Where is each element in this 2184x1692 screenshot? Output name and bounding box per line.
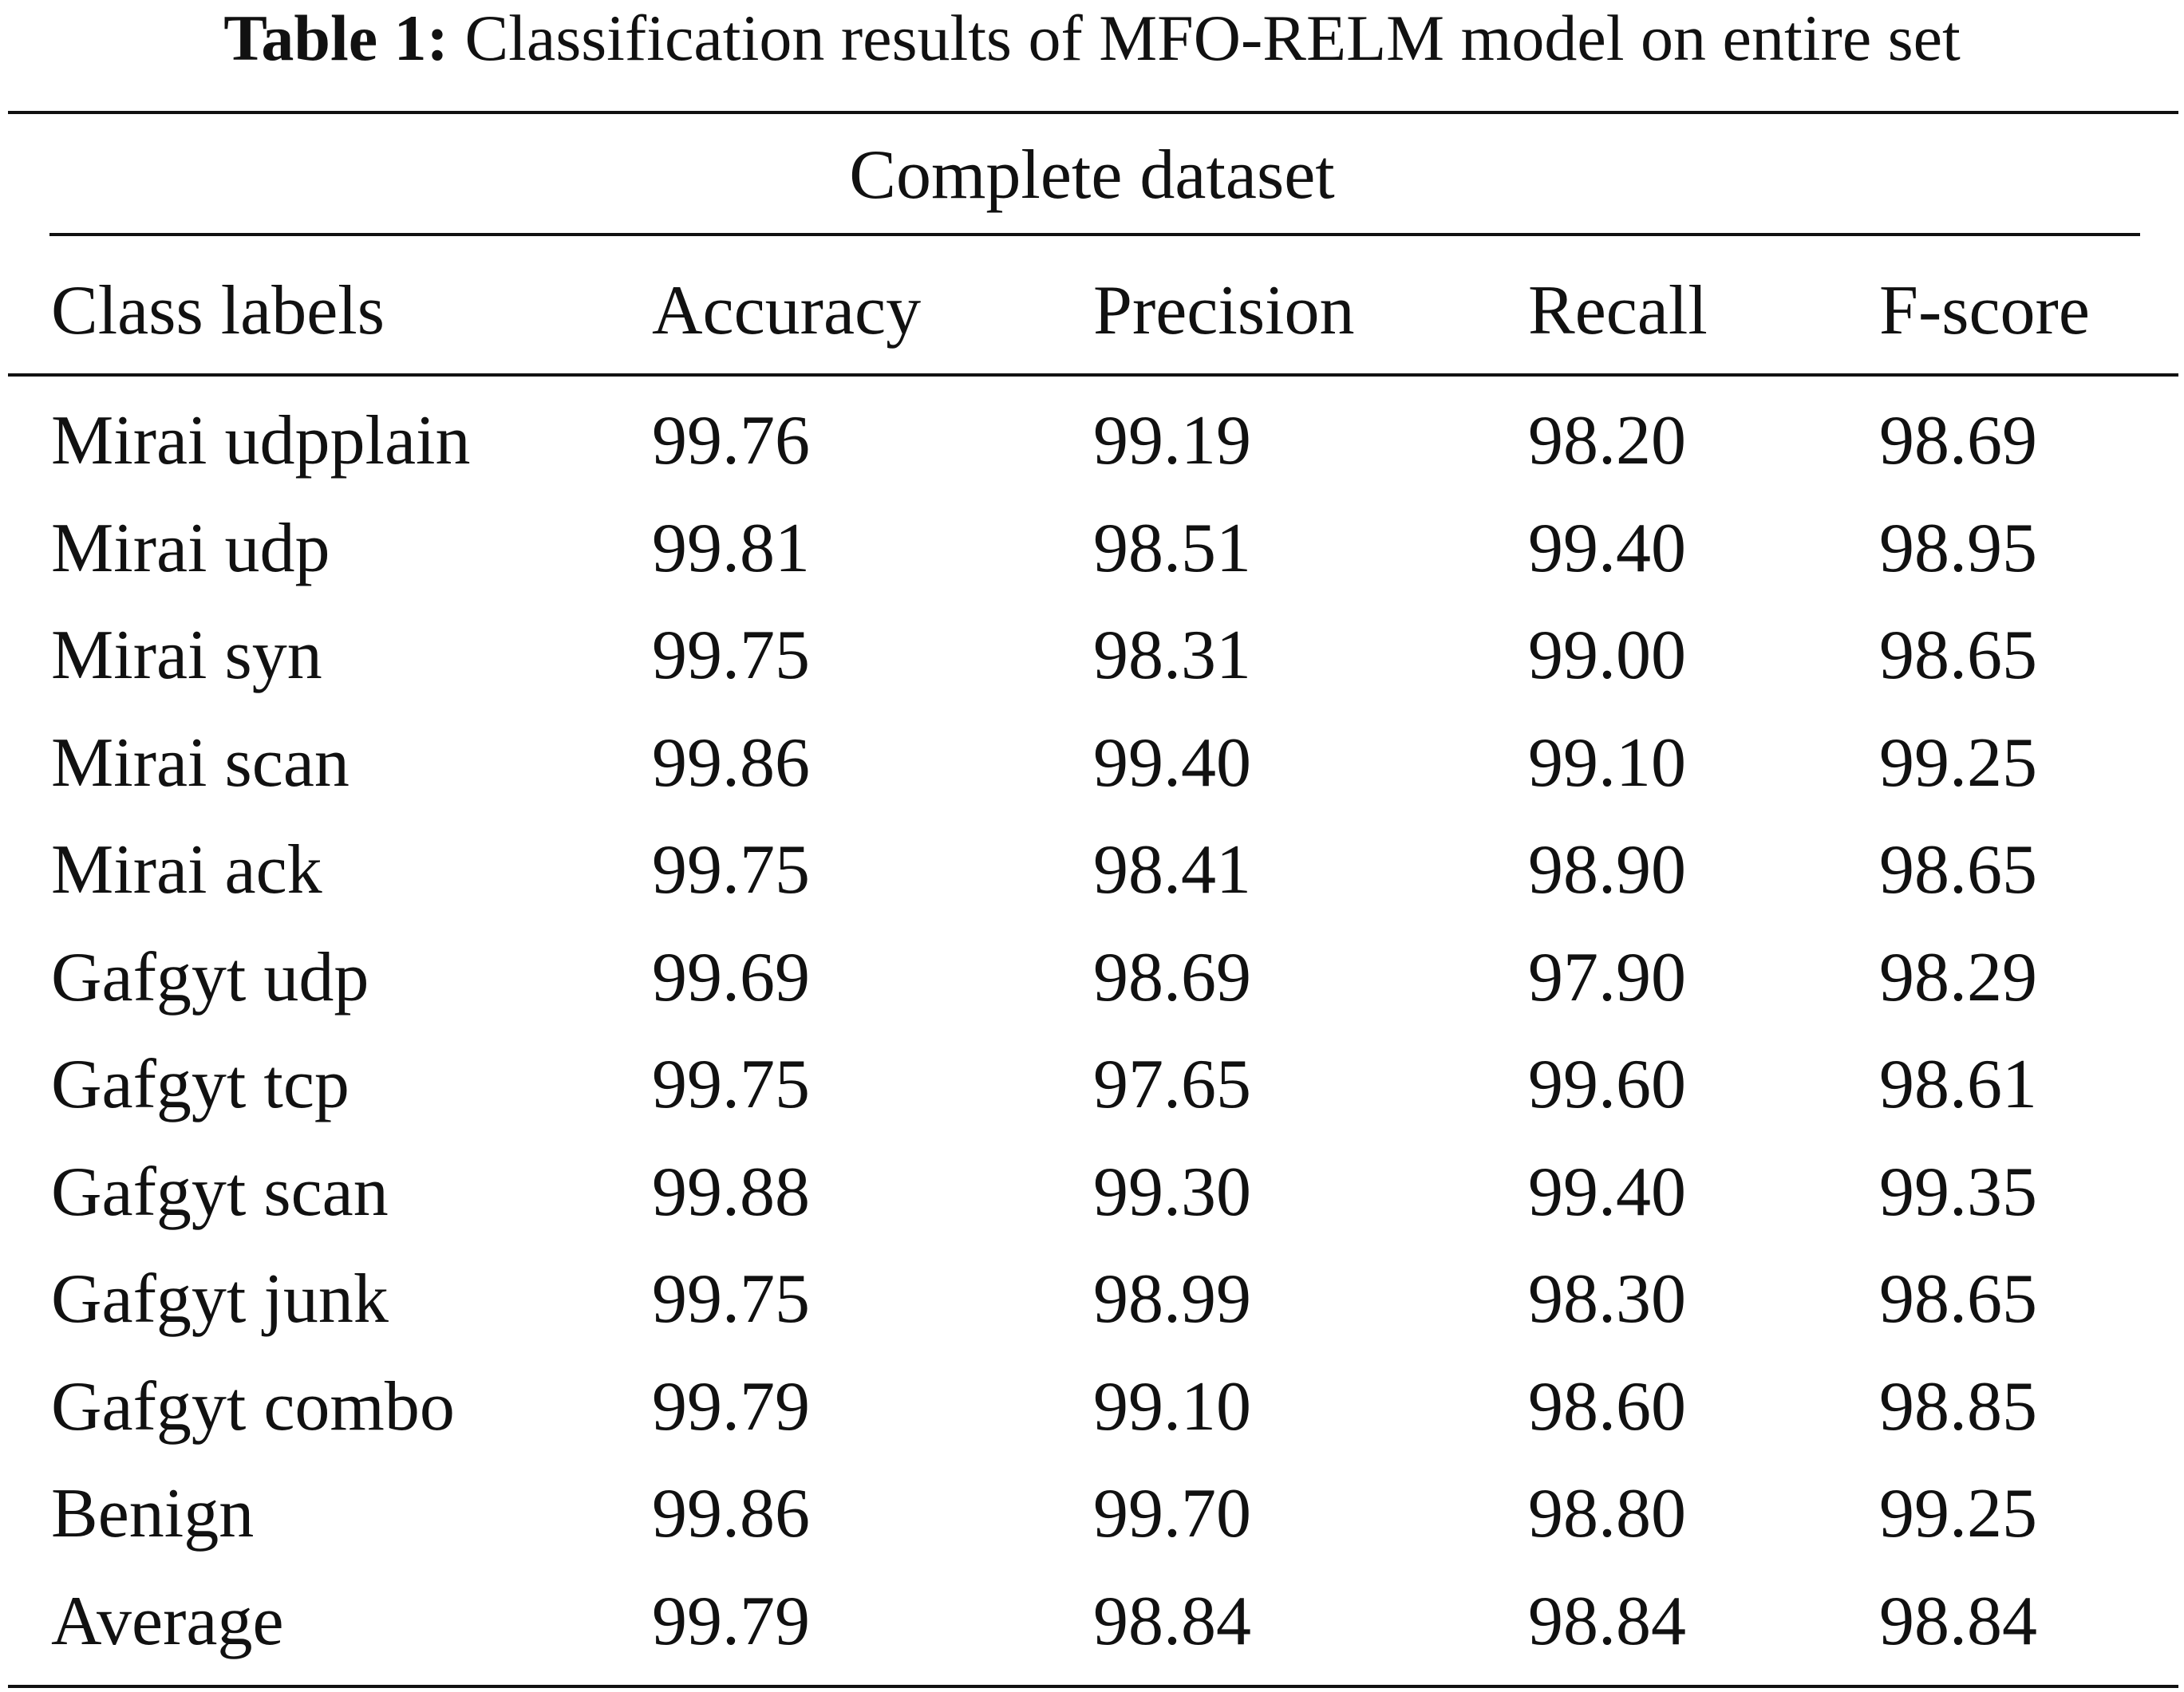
bottom-rule <box>8 1685 2178 1688</box>
top-rule <box>8 111 2178 114</box>
cell-f-score: 98.65 <box>1879 1260 2037 1338</box>
cell-class-label: Average <box>51 1582 284 1660</box>
cell-recall: 98.60 <box>1528 1367 1686 1445</box>
cell-accuracy: 99.81 <box>652 509 810 587</box>
cell-accuracy: 99.75 <box>652 1046 810 1123</box>
cell-recall: 99.40 <box>1528 1153 1686 1231</box>
cell-recall: 98.30 <box>1528 1260 1686 1338</box>
cell-class-label: Gafgyt junk <box>51 1260 389 1338</box>
cell-precision: 99.19 <box>1093 402 1251 479</box>
cell-class-label: Gafgyt combo <box>51 1367 455 1445</box>
cell-accuracy: 99.75 <box>652 617 810 694</box>
cell-recall: 99.40 <box>1528 509 1686 587</box>
cell-f-score: 99.35 <box>1879 1153 2037 1231</box>
cell-f-score: 98.85 <box>1879 1367 2037 1445</box>
cell-f-score: 98.61 <box>1879 1046 2037 1123</box>
column-header-class-labels: Class labels <box>51 272 385 349</box>
cell-recall: 98.80 <box>1528 1475 1686 1552</box>
cell-f-score: 98.95 <box>1879 509 2037 587</box>
cell-f-score: 98.29 <box>1879 938 2037 1016</box>
cell-class-label: Mirai udp <box>51 509 330 587</box>
cell-precision: 98.31 <box>1093 617 1251 694</box>
cell-f-score: 99.25 <box>1879 1475 2037 1552</box>
cell-accuracy: 99.75 <box>652 1260 810 1338</box>
cell-recall: 98.90 <box>1528 831 1686 909</box>
caption-text: Classification results of MFO-RELM model on entire set <box>464 2 1961 74</box>
caption-label: Table 1: <box>223 2 448 74</box>
header-rule <box>8 373 2178 377</box>
cell-class-label: Mirai ack <box>51 831 322 909</box>
table-caption <box>0 0 2184 80</box>
cell-class-label: Benign <box>51 1475 255 1552</box>
cell-precision: 98.84 <box>1093 1582 1251 1660</box>
cell-precision: 98.41 <box>1093 831 1251 909</box>
cell-class-label: Gafgyt udp <box>51 938 369 1016</box>
cell-precision: 99.70 <box>1093 1475 1251 1552</box>
cell-precision: 97.65 <box>1093 1046 1251 1123</box>
cell-accuracy: 99.76 <box>652 402 810 479</box>
group-header: Complete dataset <box>849 136 1335 214</box>
cell-recall: 99.60 <box>1528 1046 1686 1123</box>
cell-accuracy: 99.86 <box>652 724 810 802</box>
cell-accuracy: 99.79 <box>652 1367 810 1445</box>
cell-precision: 99.30 <box>1093 1153 1251 1231</box>
cell-class-label: Gafgyt tcp <box>51 1046 350 1123</box>
cell-recall: 98.20 <box>1528 402 1686 479</box>
cell-precision: 99.10 <box>1093 1367 1251 1445</box>
cell-f-score: 98.65 <box>1879 831 2037 909</box>
cell-precision: 99.40 <box>1093 724 1251 802</box>
cell-class-label: Gafgyt scan <box>51 1153 389 1231</box>
cell-accuracy: 99.75 <box>652 831 810 909</box>
cell-f-score: 98.65 <box>1879 617 2037 694</box>
cell-recall: 99.10 <box>1528 724 1686 802</box>
cell-recall: 99.00 <box>1528 617 1686 694</box>
cell-recall: 98.84 <box>1528 1582 1686 1660</box>
column-header-accuracy: Accuracy <box>652 272 922 349</box>
cell-precision: 98.51 <box>1093 509 1251 587</box>
cell-f-score: 98.69 <box>1879 402 2037 479</box>
cell-class-label: Mirai scan <box>51 724 350 802</box>
cell-precision: 98.99 <box>1093 1260 1251 1338</box>
column-header-f-score: F-score <box>1879 272 2090 349</box>
cell-accuracy: 99.88 <box>652 1153 810 1231</box>
group-rule <box>49 233 2140 236</box>
cell-f-score: 99.25 <box>1879 724 2037 802</box>
cell-accuracy: 99.79 <box>652 1582 810 1660</box>
cell-class-label: Mirai syn <box>51 617 322 694</box>
cell-class-label: Mirai udpplain <box>51 402 471 479</box>
cell-f-score: 98.84 <box>1879 1582 2037 1660</box>
cell-precision: 98.69 <box>1093 938 1251 1016</box>
cell-recall: 97.90 <box>1528 938 1686 1016</box>
column-header-recall: Recall <box>1528 272 1708 349</box>
cell-accuracy: 99.69 <box>652 938 810 1016</box>
column-header-precision: Precision <box>1093 272 1355 349</box>
cell-accuracy: 99.86 <box>652 1475 810 1552</box>
